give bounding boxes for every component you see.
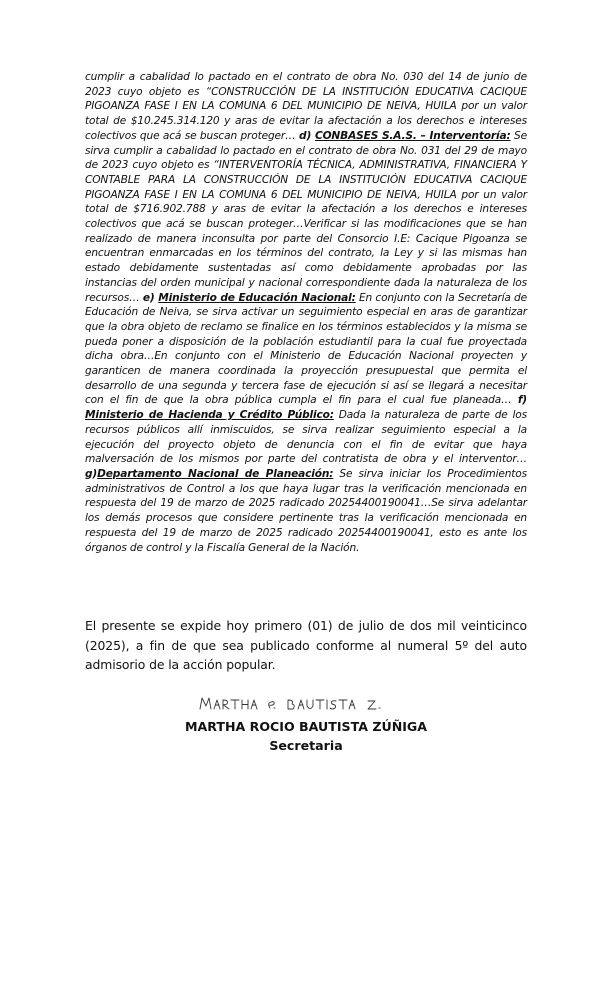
item-letter-d: d) [299, 129, 315, 142]
item-letter-f: f) [517, 394, 527, 407]
signatory-title: Secretaria [269, 738, 343, 753]
entity-conbases: CONBASES S.A.S. – Interventoría: [314, 129, 511, 142]
item-letter-g: g) [85, 467, 98, 480]
body-paragraph [85, 70, 527, 555]
text-segment: Se sirva iniciar los Procedimientos administrativos de Control a los que haya lugar tras la verificación mencionada en respuesta del 19 de marzo de 2025 radicado 20254400190041…Se sirva adelantar los demás procesos que considere pertinente tras la verificación mencionada en respuesta del 19 de marzo de 2025 radicado 20254400190041, esto es ante los órganos de control y la Fiscalía General de la Nación. [85, 467, 527, 554]
entity-ministerio-educacion: Ministerio de Educación Nacional: [158, 291, 356, 304]
text-segment: En conjunto con la Secretaría de Educación de Neiva, se sirva activar un seguimiento especial en aras de garantizar que la obra objeto de reclamo se finalice en los términos establecidos y la misma se pueda poner a disposición de la población estudiantil para la cual fue proyectada dicha obra…En conjunto con el Ministerio de Educación Nacional proyecten y garanticen de manera coordinada la proyección presupuestal que permita el desarrollo de una segunda y tercera fase de ejecución si así se llegará a necesitar con el fin de que la obra pública cumpla el fin para el cual fue planeada… [85, 291, 528, 407]
item-letter-e: e) [142, 291, 159, 304]
signatory-name: MARTHA ROCIO BAUTISTA ZÚÑIGA [184, 719, 428, 734]
handwritten-signature [198, 692, 408, 714]
text-segment: Dada la naturaleza de parte de los recursos públicos allí inmiscuidos, se sirva realizar seguimiento especial a la ejecución del proyecto objeto de denuncia con el fin de evitar que haya malversación de los mismos por parte del contratista de obra y el interventor… [85, 409, 527, 466]
entity-dnp: Departamento Nacional de Planeación: [97, 467, 334, 480]
closing-paragraph: El presente se expide hoy primero (01) de julio de dos mil veinticinco (2025), a fin de que sea publicado conforme al numeral 5º del auto admisorio de la acción popular. [85, 618, 527, 672]
text-segment: Se sirva cumplir a cabalidad lo pactado en el contrato de obra No. 031 del 29 de mayo de 2023 cuyo objeto es “INTERVENTORÍA TÉCNICA, ADMINISTRATIVA, FINANCIERA Y CONTABLE PARA LA CONSTRUCCIÓN DE LA INSTITUCIÓN EDUCATIVA CACIQUE PIGOANZA FASE I EN LA COMUNA 6 DEL MUNICIPIO DE NEIVA, HUILA por un valor total de $716.902.788 y aras de evitar la afectación a los derechos e intereses colectivos que acá se buscan proteger…Verificar si las modificaciones que se han realizado de manera inconsulta por parte del Consorcio I.E: Cacique Pigoanza se encuentran enmarcadas en los términos del contrato, la Ley y si las mismas han estado debidamente sustentadas así como debidamente aprobadas por las instancias del orden municipal y nacional correspondiente dada la naturaleza de los recursos… [85, 129, 527, 304]
entity-ministerio-hacienda: Ministerio de Hacienda y Crédito Público: [85, 409, 334, 422]
text-segment: cumplir a cabalidad lo pactado en el contrato de obra No. 030 del 14 de junio de 2023 cuyo objeto es “CONSTRUCCIÓN DE LA INSTITUCIÓN EDUCATIVA CACIQUE PIGOANZA FASE I EN LA COMUNA 6 DEL MUNICIPIO DE NEIVA, HUILA por un valor total de $10.245.314.120 y aras de evitar la afectación a los derechos e intereses colectivos que acá se buscan proteger… [85, 71, 527, 142]
